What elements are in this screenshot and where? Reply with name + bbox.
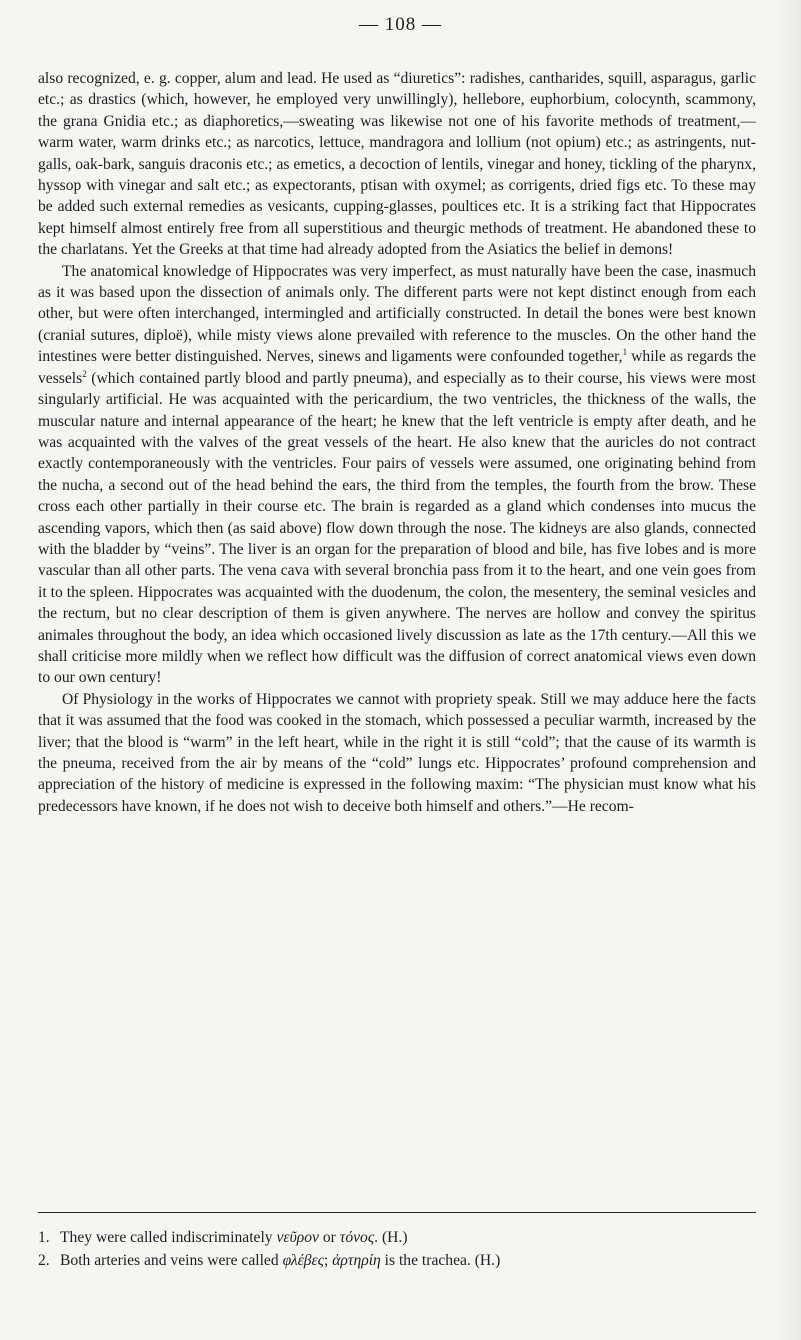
greek-term: ἀρτηρίη [332,1252,381,1269]
footnote-number: 1. [38,1229,50,1246]
anatomy-text-part-2: while as regards the vessels [38,348,757,387]
greek-term: φλέβες [282,1252,324,1269]
footnote-ref-1[interactable]: 1 [622,347,628,358]
page-edge-shadow [777,0,801,1340]
footnote-text: . (H.) [374,1229,408,1246]
paragraph-anatomy [38,261,756,689]
footnote-2 [38,1249,756,1272]
footnote-1 [38,1226,756,1249]
anatomy-text-part-3: (which contained partly blood and partly pneuma), and especially as to their course, his views were most singularly artificial. He was acquainted with the pericardium, the two ventricles, the thickness of the walls, the muscular nature and internal appearance of the heart; he knew that the left ventricle is empty after death, and he was acquainted with the valves of the great vessels of the heart. He also knew that the auricles do not contract exactly contemporaneously with the ventricles. Four pairs of vessels were assumed, one originating behind from the nucha, a second out of the head behind the ears, the third from the temples, the fourth from the brow. These cross each other partially in their course etc. The brain is regarded as a gland which condenses into mucus the ascending vapors, which then (as said above) flow down through the nose. The kidneys are also glands, connected with the bladder by “veins”. The liver is an organ for the preparation of blood and bile, has five lobes and is more vascular than all other parts. The vena cava with several bronchia pass from it to the heart, and one vein goes from it to the spleen. Hippocrates was acquainted with the duodenum, the colon, the mesentery, the seminal vesicles and the rectum, but no clear description of them is given anywhere. The nerves are hollow and convey the spiritus animales throughout the body, an idea which occasioned lively discussion as late as the 17th century.—All this we shall criticise more mildly when we reflect how difficult was the diffusion of correct anatomical views even down to our own century! [38,369,756,687]
main-text [38,68,756,817]
footnote-ref-2[interactable]: 2 [82,368,87,379]
footnote-number: 2. [38,1252,50,1269]
greek-term: τόνος [339,1229,375,1246]
footnote-text: or [318,1229,340,1246]
footnote-text: They were called indiscriminately [60,1229,277,1246]
greek-term: νεῦρον [276,1229,319,1246]
anatomy-text-part-1: The anatomical knowledge of Hippocrates was very imperfect, as must naturally have been the case, inasmuch as it was based upon the dissection of animals only. The different parts were not kept distinct enough from each other, but were often interchanged, intermingled and artificially constructed. In detail the bones were best known (cranial sutures, diploë), while misty views alone prevailed with reference to the muscles. On the other hand the intestines were better distinguished. Nerves, sinews and ligaments were confounded together, [38,262,756,366]
footnote-text: is the trachea. (H.) [380,1252,501,1269]
footnote-text: ; [324,1252,333,1269]
footnotes [38,1226,756,1272]
paragraph-physiology: Of Physiology in the works of Hippocrates we cannot with propriety speak. Still we may adduce here the facts that it was assumed that the food was cooked in the stomach, which possessed a peculiar warmth, increased by the liver; that the blood is “warm” in the left heart, while in the right it is still “cold”; that the cause of its warmth is the pneuma, received from the air by means of the “cold” lungs etc. Hippocrates’ profound comprehension and appreciation of the history of medicine is expressed in the following maxim: “The physician must know what his predecessors have known, if he does not wish to deceive both himself and others.”—He recom- [38,690,756,815]
paragraph-remedies: also recognized, e. g. copper, alum and lead. He used as “diuretics”: radishes, cantharides, squill, asparagus, garlic etc.; as drastics (which, however, he employed very unwillingly), hellebore, euphorbium, colocynth, scammony, the grana Gnidia etc.; as diaphoretics,—sweating was likewise not one of his favorite methods of treatment,—warm water, warm drinks etc.; as narcotics, lettuce, mandragora and lollium (not opium) etc.; as astringents, nut-galls, oak-bark, sanguis draconis etc.; as emetics, a decoction of lentils, vinegar and honey, tickling of the pharynx, hyssop with vinegar and salt etc.; as expectorants, ptisan with oxymel; as corrigents, dried figs etc. To these may be added such external remedies as vesicants, cupping-glasses, poultices etc. It is a striking fact that Hippocrates kept himself almost entirely free from all superstitious and theurgic methods of treatment. He abandoned these to the charlatans. Yet the Greeks at that time had already adopted from the Asiatics the belief in demons! [38,70,756,259]
footnote-text: Both arteries and veins were called [60,1252,283,1269]
footnote-divider [38,1212,756,1213]
page-number: — 108 — [359,14,442,35]
